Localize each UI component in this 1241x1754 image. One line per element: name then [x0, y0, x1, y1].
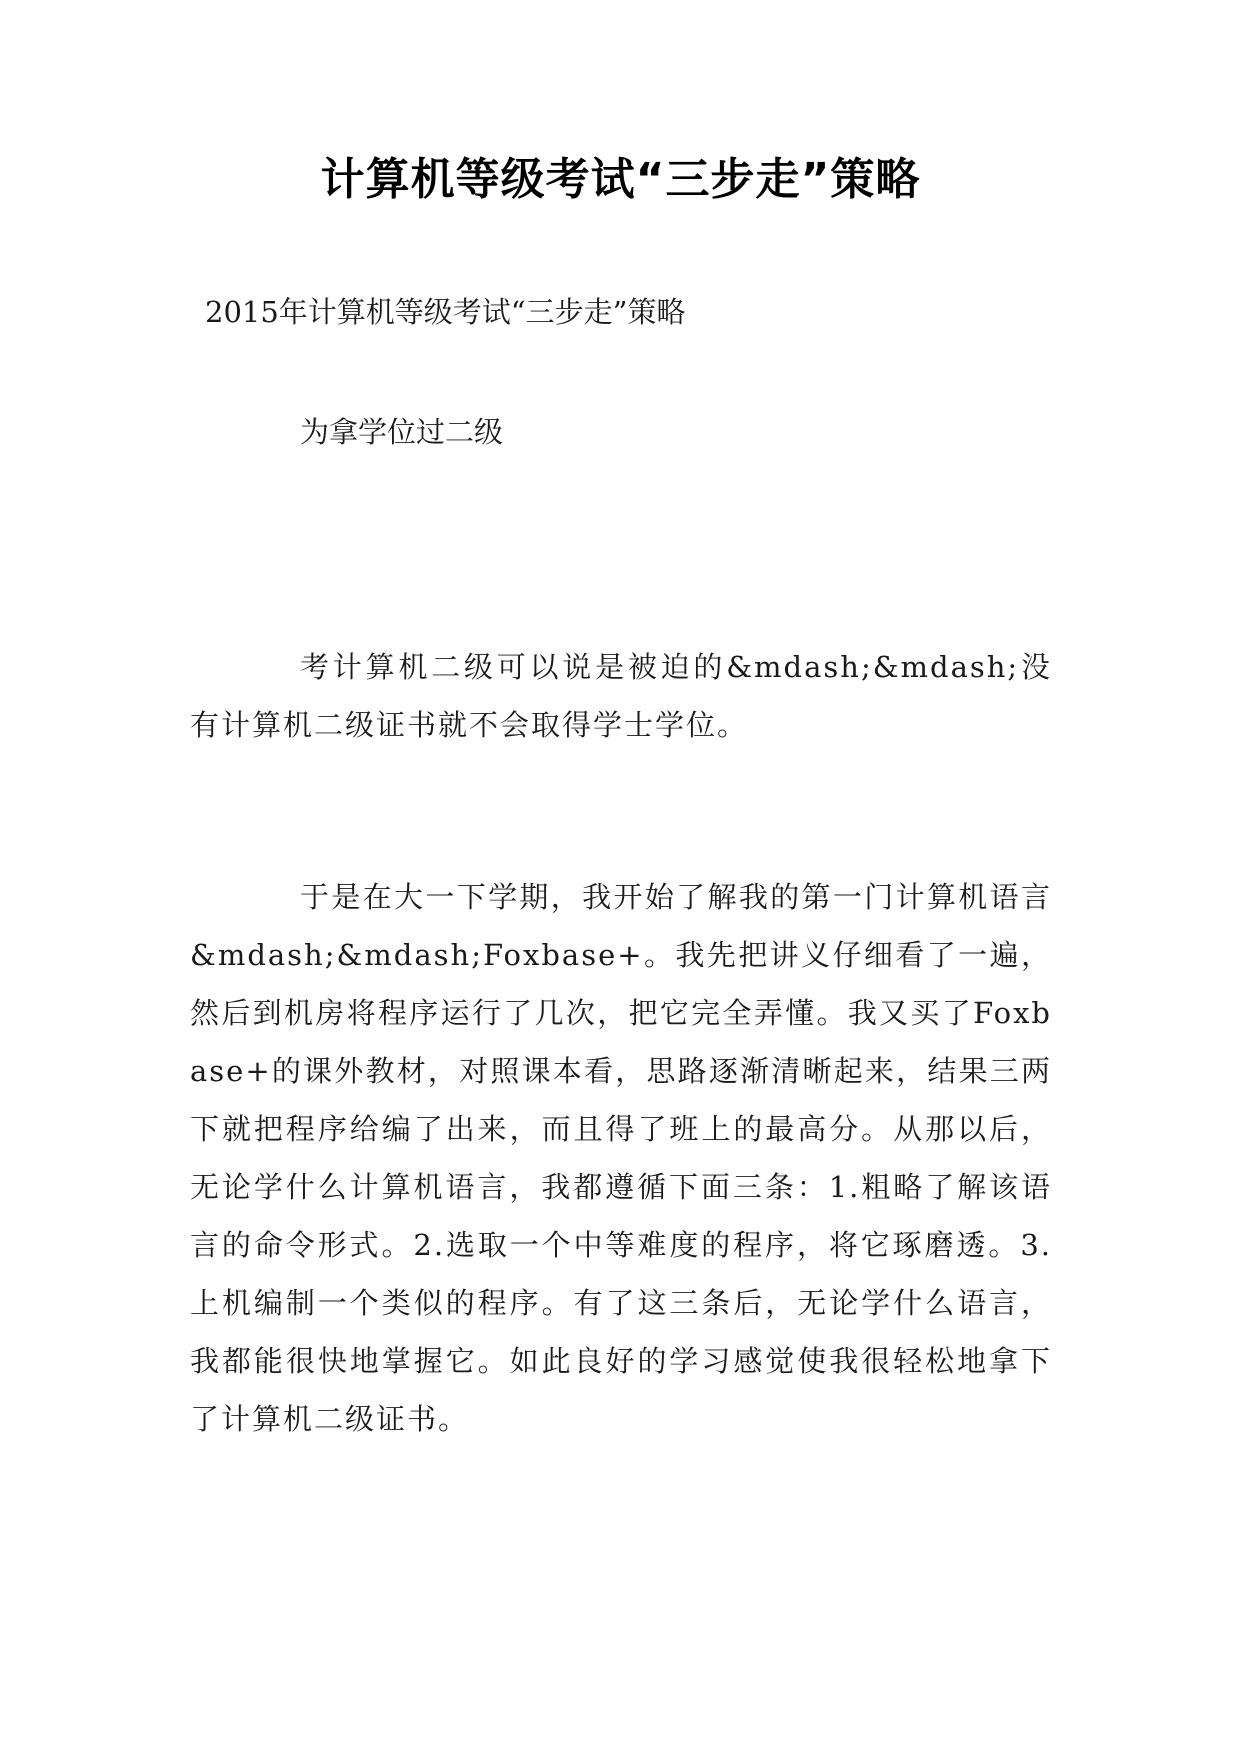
document-title: 计算机等级考试“三步走”策略	[320, 154, 921, 205]
section-heading: 为拿学位过二级	[300, 415, 504, 449]
document-subtitle: 2015年计算机等级考试“三步走”策略	[205, 295, 686, 329]
paragraph-1: 考计算机二级可以说是被迫的&mdash;&mdash;没有计算机二级证书就不会取得学士学位。	[190, 650, 1052, 742]
paragraph-2: 于是在大一下学期，我开始了解我的第一门计算机语言&mdash;&mdash;Foxbase+。我先把讲义仔细看了一遍，然后到机房将程序运行了几次，把它完全弄懂。我又买了Foxbase+的课外教材，对照课本看，思路逐渐清晰起来，结果三两下就把程序给编了出来，而且得了班上的最高分。从那以后，无论学什么计算机语言，我都遵循下面三条：1.粗略了解该语言的命令形式。2.选取一个中等难度的程序，将它琢磨透。3.上机编制一个类似的程序。有了这三条后，无论学什么语言，我都能很快地掌握它。如此良好的学习感觉使我很轻松地拿下了计算机二级证书。	[190, 880, 1052, 1436]
